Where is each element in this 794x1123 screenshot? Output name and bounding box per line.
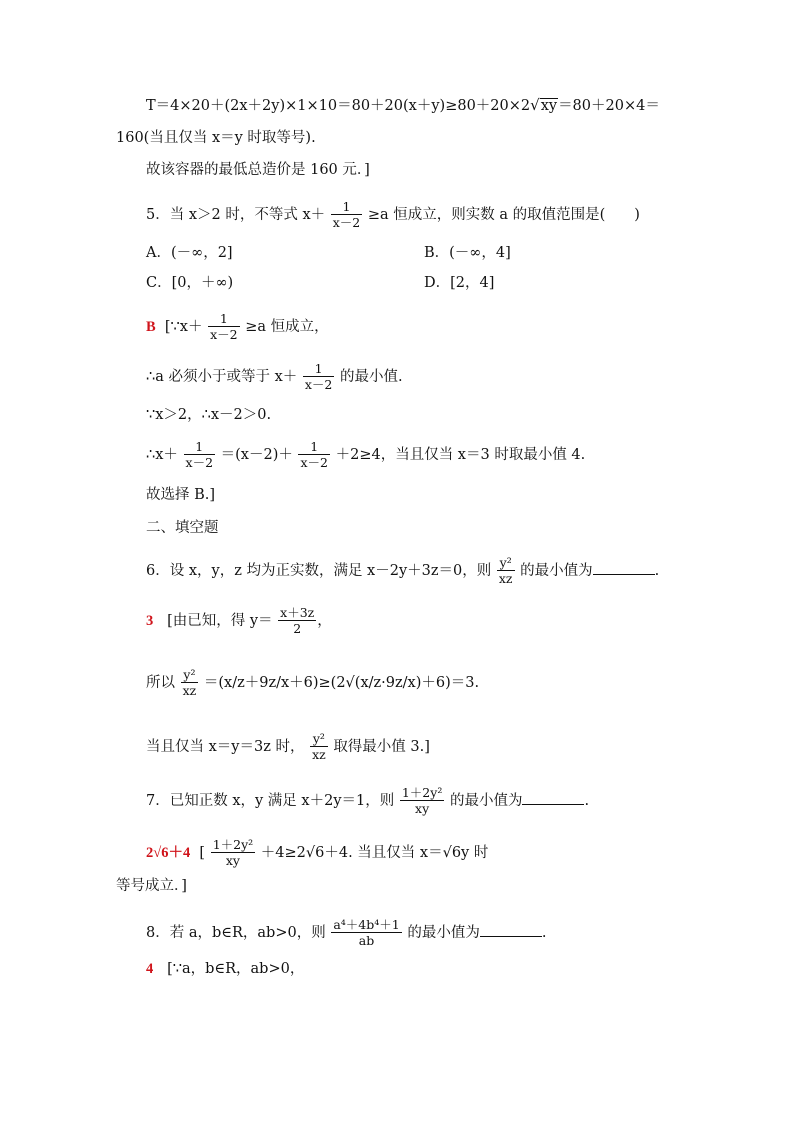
answer-8-value: 4 (146, 961, 154, 977)
fraction: $\frac{\text{a⁴＋4b⁴＋1}}{ab}$ (333, 917, 400, 948)
question-6-prefix: 6．设 x，y，z 均为正实数，满足 x－2y＋3z＝0，则 (146, 562, 492, 579)
answer-5-text: ＝(x－2)＋ (220, 446, 293, 463)
answer-6-text: 取得最小值 3.] (333, 738, 430, 755)
sqrt-xy: xy (540, 98, 558, 114)
answer-blank (522, 792, 584, 805)
answer-5-text: ∴a 必须小于或等于 x＋ (146, 368, 298, 385)
answer-5-line-1 (146, 312, 329, 342)
answer-blank (480, 924, 542, 937)
answer-5-text: ∴x＋ (146, 446, 178, 463)
question-7-prefix: 7．已知正数 x，y 满足 x＋2y＝1，则 (146, 792, 395, 809)
question-7-suffix: 的最小值为 (449, 792, 523, 809)
fraction: $\frac{\text{1＋2y²}}{xy}$ (401, 785, 443, 816)
answer-6-line-1: 3 [由已知，得 y＝ $\frac{x+3z}{2}$ ， (146, 605, 332, 636)
answer-5-letter: B (146, 318, 156, 335)
answer-7-text: ＋4≥2√6＋4. 当且仅当 x＝√6y 时 (260, 844, 489, 861)
equation-tail: ＝80＋20×4＝ (558, 98, 660, 114)
answer-blank (593, 562, 655, 575)
question-6-suffix: 的最小值为 (520, 562, 593, 579)
answer-5-line-4 (146, 440, 585, 470)
question-8-suffix: 的最小值为 (407, 924, 480, 941)
option-d: D．[2，4] (424, 275, 495, 291)
answer-5-text: ≥a 恒成立， (245, 318, 329, 335)
fraction: $\frac{x+3z}{2}$ (280, 605, 315, 636)
fraction: $\frac{1}{x-2}$ (300, 439, 328, 470)
answer-8-line-1 (146, 962, 304, 977)
answer-6-line-3 (146, 732, 430, 762)
option-b: B．(－∞，4] (424, 245, 511, 261)
fraction: $\frac{1}{x-2}$ (185, 439, 214, 470)
question-5-suffix: ≥a 恒成立，则实数 a 的取值范围是( ) (367, 206, 640, 223)
answer-6-text: [由已知，得 y＝ (167, 612, 273, 629)
question-5 (146, 200, 640, 230)
fraction: $\frac{1}{x-2}$ (332, 199, 361, 230)
answer-5-text: 的最小值. (340, 368, 403, 385)
conclusion-line: 故该容器的最低总造价是 160 元．] (146, 162, 370, 178)
answer-5-line-5: 故选择 B.] (146, 487, 216, 503)
fraction: $\frac{\text{1＋2y²}}{xy}$ (212, 837, 254, 868)
answer-6-line-2 (146, 668, 479, 698)
answer-5-text: [∵x＋ (164, 318, 203, 335)
fraction: $\frac{\text{y²}}{xz}$ (312, 731, 326, 762)
answer-5-line-2 (146, 362, 403, 392)
fraction: $\frac{\text{y²}}{xz}$ (498, 555, 513, 586)
answer-8-text: [∵a，b∈R，ab>0， (167, 961, 305, 977)
question-8-prefix: 8．若 a，b∈R，ab>0，则 (146, 924, 326, 941)
fraction: $\frac{1}{x-2}$ (304, 361, 333, 392)
section-heading: 二、填空题 (146, 520, 219, 536)
equation-text: T＝4×20＋(2x＋2y)×1×10＝80＋20(x＋y)≥80＋20×2 (146, 98, 531, 114)
answer-6-text: 当且仅当 x＝y＝3z 时， (146, 738, 305, 755)
fraction: $\frac{\text{y²}}{xz}$ (182, 667, 197, 698)
answer-7-line-1: 2√6＋4 [ $\frac{\text{1＋2y²}}{xy}$ ＋4≥2√6＋4. 当且仅当 x＝√6y 时 (146, 837, 489, 868)
equation-line-1: T＝4×20＋(2x＋2y)×1×10＝80＋20(x＋y)≥80＋20×2√xy＝80＋20×4＝ (146, 96, 660, 114)
question-5-prefix: 5．当 x＞2 时，不等式 x＋ (146, 206, 326, 223)
answer-5-line-3: ∵x＞2，∴x－2＞0. (146, 407, 272, 423)
answer-6-text: 所以 (146, 674, 175, 691)
answer-5-text: ＋2≥4，当且仅当 x＝3 时取最小值 4. (335, 446, 586, 463)
equation-line-2: 160(当且仅当 x＝y 时取等号). (116, 130, 316, 146)
answer-7-value: 2√6＋4 (146, 844, 191, 861)
fraction: $\frac{1}{x-2}$ (210, 311, 238, 342)
answer-7-line-2: 等号成立．] (116, 878, 187, 894)
answer-6-text: ＝(x/z＋9z/x＋6)≥(2√(x/z·9z/x)＋6)＝3. (203, 674, 480, 691)
answer-6-value: 3 (146, 612, 154, 629)
question-6: 6．设 x，y，z 均为正实数，满足 x－2y＋3z＝0，则 $\frac{\text{y²}}{xz}$ 的最小值为 . (146, 555, 660, 586)
option-c: C．[0，＋∞) (146, 275, 234, 291)
option-a: A．(－∞，2] (146, 245, 233, 261)
question-7: 7．已知正数 x，y 满足 x＋2y＝1，则 $\frac{\text{1＋2y²}}{xy}$ 的最小值为 . (146, 785, 590, 816)
question-8: 8．若 a，b∈R，ab>0，则 $\frac{\text{a⁴＋4b⁴＋1}}{ab}$ 的最小值为 . (146, 917, 547, 948)
